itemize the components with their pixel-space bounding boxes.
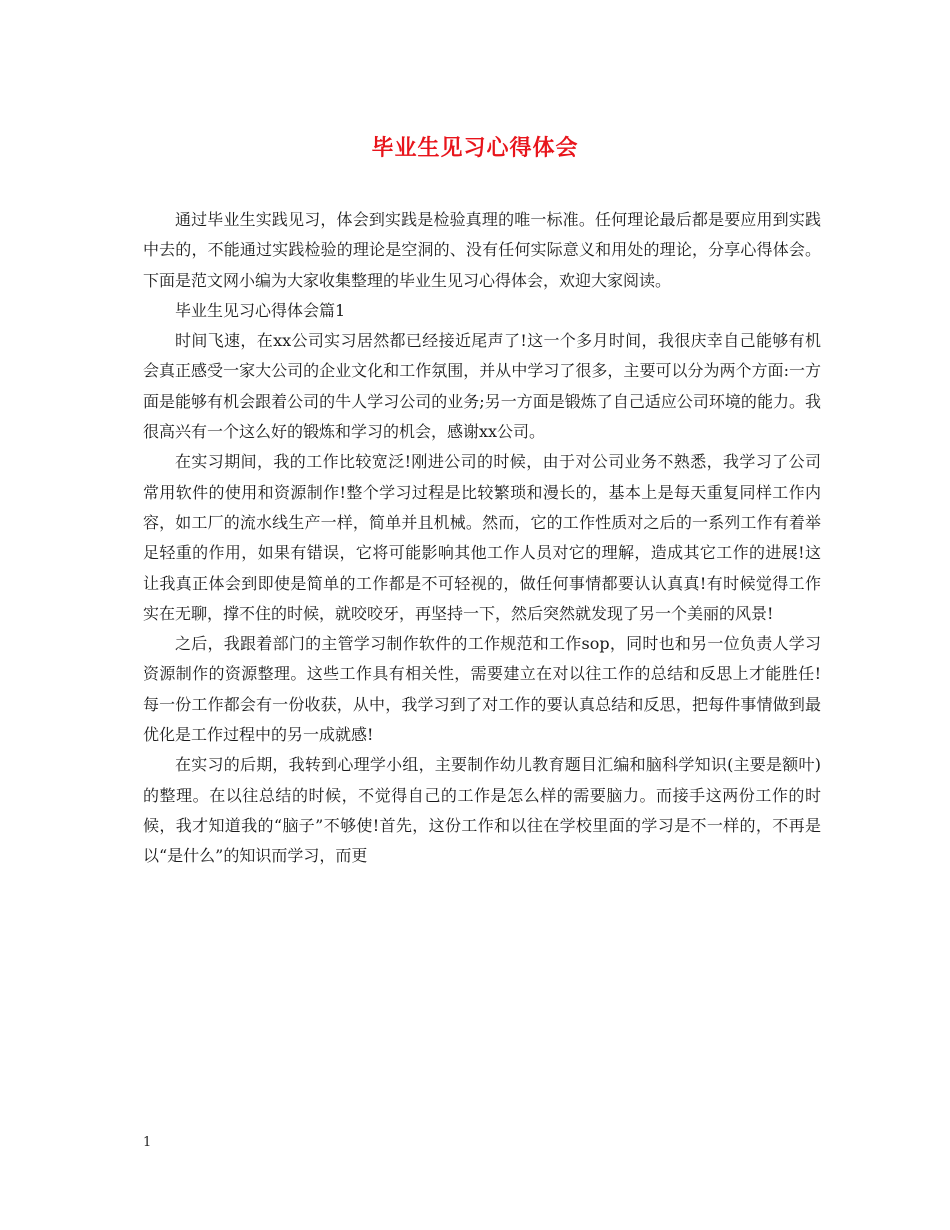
document-body	[143, 205, 821, 872]
paragraph: 在实习期间，我的工作比较宽泛!刚进公司的时候，由于对公司业务不熟悉，我学习了公司常用软件的使用和资源制作!整个学习过程是比较繁琐和漫长的，基本上是每天重复同样工作内容，如工厂的流水线生产一样，简单并且机械。然而，它的工作性质对之后的一系列工作有着举足轻重的作用，如果有错误，它将可能影响其他工作人员对它的理解，造成其它工作的进展!这让我真正体会到即使是简单的工作都是不可轻视的，做任何事情都要认认真真!有时候觉得工作实在无聊，撑不住的时候，就咬咬牙，再坚持一下，然后突然就发现了另一个美丽的风景!	[143, 452, 821, 623]
paragraph-intro: 通过毕业生实践见习，体会到实践是检验真理的唯一标准。任何理论最后都是要应用到实践中去的，不能通过实践检验的理论是空洞的、没有任何实际意义和用处的理论，分享心得体会。下面是范文网小编为大家收集整理的毕业生见习心得体会，欢迎大家阅读。	[143, 210, 821, 290]
paragraph: 之后，我跟着部门的主管学习制作软件的工作规范和工作sop，同时也和另一位负责人学习资源制作的资源整理。这些工作具有相关性，需要建立在对以往工作的总结和反思上才能胜任!每一份工作都会有一份收获，从中，我学习到了对工作的要认真总结和反思，把每件事情做到最优化是工作过程中的另一成就感!	[143, 634, 821, 745]
document-title: 毕业生见习心得体会	[371, 135, 579, 161]
section-heading: 毕业生见习心得体会篇1	[175, 300, 346, 320]
paragraph: 在实习的后期，我转到心理学小组，主要制作幼儿教育题目汇编和脑科学知识(主要是额叶)的整理。在以往总结的时候，不觉得自己的工作是怎么样的需要脑力。而接手这两份工作的时候，我才知道我的“脑子”不够使!首先，这份工作和以往在学校里面的学习是不一样的，不再是以“是什么”的知识而学习，而更	[143, 755, 821, 866]
page-number: 1	[143, 1135, 152, 1150]
paragraph: 时间飞速，在xx公司实习居然都已经接近尾声了!这一个多月时间，我很庆幸自己能够有机会真正感受一家大公司的企业文化和工作氛围，并从中学习了很多，主要可以分为两个方面:一方面是能够有机会跟着公司的牛人学习公司的业务;另一方面是锻炼了自己适应公司环境的能力。我很高兴有一个这么好的锻炼和学习的机会，感谢xx公司。	[143, 331, 821, 442]
